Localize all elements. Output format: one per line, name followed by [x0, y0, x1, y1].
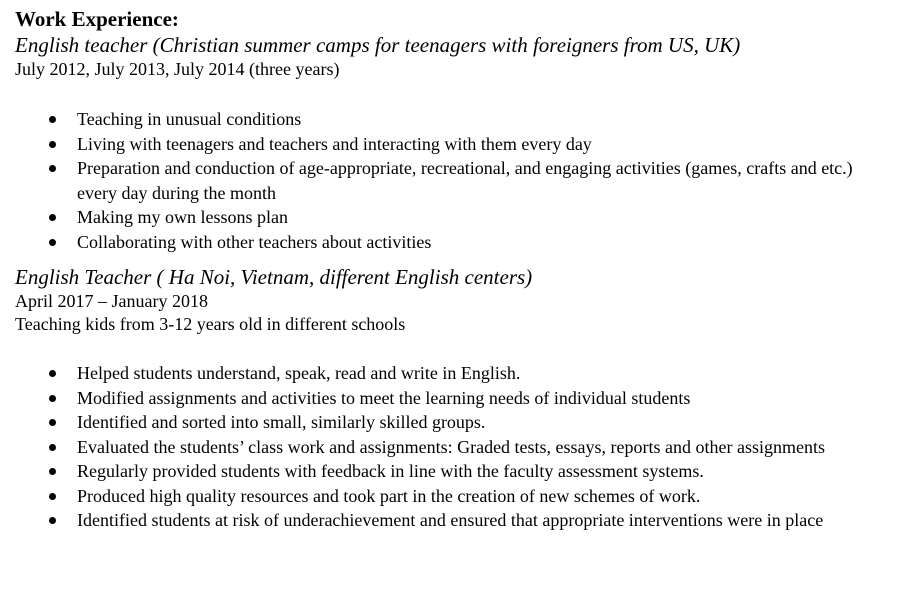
bullet-icon	[49, 493, 56, 500]
bullet-icon	[49, 141, 56, 148]
bullet-icon	[49, 370, 56, 377]
job-bullet-list	[15, 107, 902, 254]
bullet-item: Identified and sorted into small, similarly skilled groups.	[77, 410, 902, 435]
bullet-icon	[49, 444, 56, 451]
bullet-item: Living with teenagers and teachers and interacting with them every day	[77, 132, 902, 157]
job-dates: April 2017 – January 2018	[15, 291, 208, 311]
section-heading: Work Experience:	[15, 7, 179, 31]
bullet-item: Evaluated the students’ class work and assignments: Graded tests, essays, reports and other assignments	[77, 435, 902, 460]
job-description: Teaching kids from 3-12 years old in different schools	[15, 314, 406, 334]
job-title: English teacher (Christian summer camps for teenagers with foreigners from US, UK)	[15, 33, 741, 57]
job-bullet-list	[15, 361, 902, 533]
bullet-item: Identified students at risk of underachievement and ensured that appropriate interventions were in place	[77, 508, 902, 533]
bullet-icon	[49, 395, 56, 402]
bullet-item: Making my own lessons plan	[77, 205, 902, 230]
bullet-icon	[49, 468, 56, 475]
job-dates: July 2012, July 2013, July 2014 (three years)	[15, 59, 340, 79]
bullet-icon	[49, 239, 56, 246]
bullet-icon	[49, 214, 56, 221]
bullet-icon	[49, 165, 56, 172]
bullet-item: Collaborating with other teachers about activities	[77, 230, 902, 255]
bullet-item: Teaching in unusual conditions	[77, 107, 902, 132]
bullet-item: Modified assignments and activities to meet the learning needs of individual students	[77, 386, 902, 411]
bullet-item: Produced high quality resources and took part in the creation of new schemes of work.	[77, 484, 902, 509]
job-title: English Teacher ( Ha Noi, Vietnam, different English centers)	[15, 265, 533, 289]
bullet-icon	[49, 116, 56, 123]
bullet-icon	[49, 419, 56, 426]
bullet-item: Preparation and conduction of age-appropriate, recreational, and engaging activities (games, crafts and etc.) every day during the month	[77, 156, 902, 205]
bullet-icon	[49, 517, 56, 524]
bullet-item: Regularly provided students with feedback in line with the faculty assessment systems.	[77, 459, 902, 484]
bullet-item: Helped students understand, speak, read and write in English.	[77, 361, 902, 386]
